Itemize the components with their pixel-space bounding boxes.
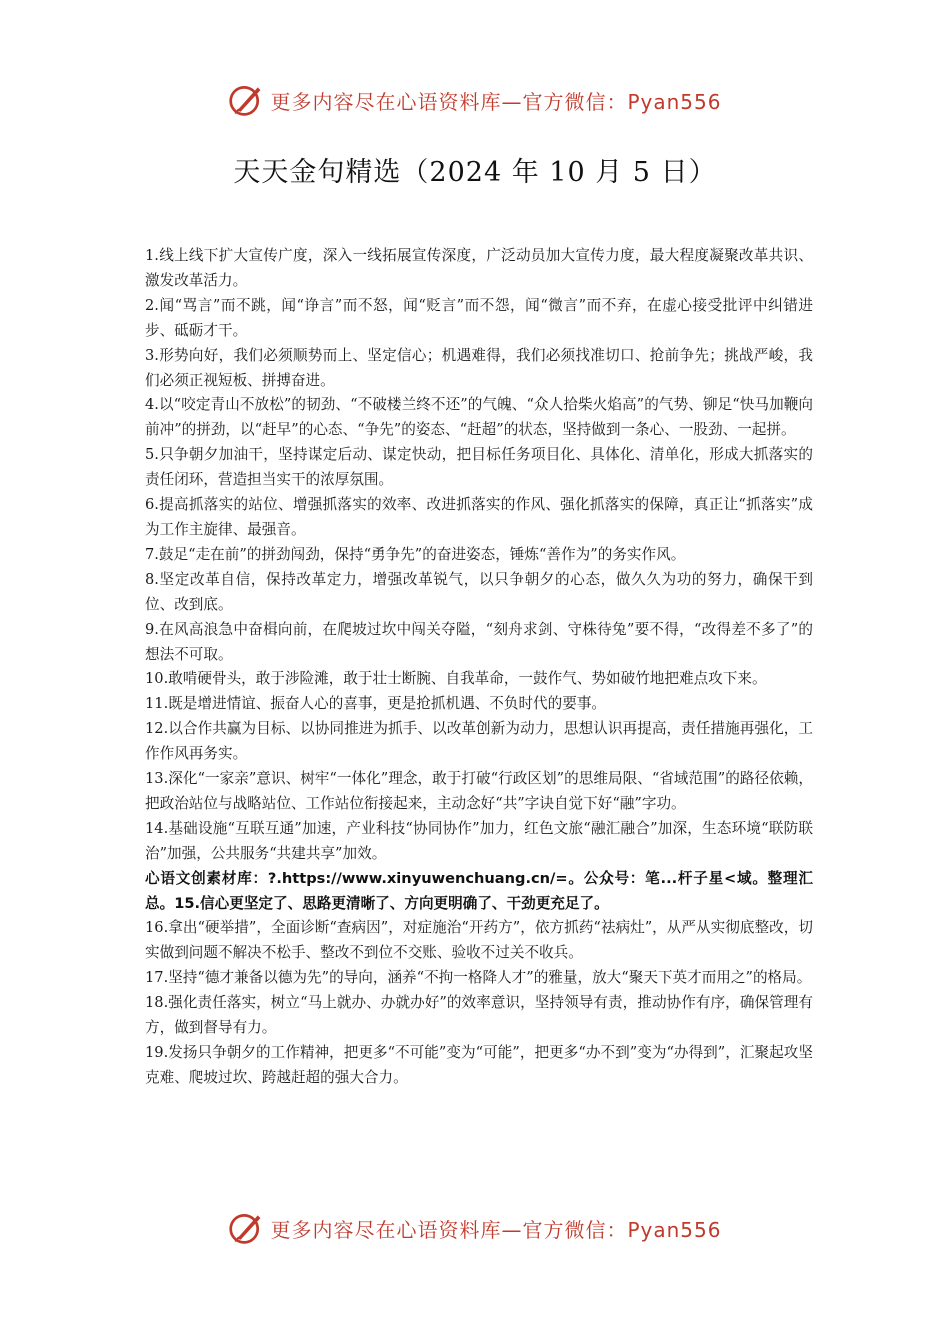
quote-item: 12.以合作共赢为目标、以协同推进为抓手、以改革创新为动力，思想认识再提高，责任措施再强化，工作作风再务实。 [145, 720, 813, 763]
footer-banner [0, 1208, 950, 1248]
quote-item: 11.既是增进情谊、振奋人心的喜事，更是抢抓机遇、不负时代的要事。 [145, 695, 607, 713]
quote-item: 3.形势向好，我们必须顺势而上、坚定信心；机遇难得，我们必须找准切口、抢前争先；挑战严峻，我们必须正视短板、拼搏奋进。 [145, 346, 813, 389]
quote-item: 10.敢啃硬骨头，敢于涉险滩，敢于壮士断腕、自我革命，一鼓作气、势如破竹地把难点攻下来。 [145, 670, 767, 688]
quill-logo-icon [228, 82, 264, 118]
quote-item: 1.线上线下扩大宣传广度，深入一线拓展宣传深度，广泛动员加大宣传力度，最大程度凝聚改革共识、激发改革活力。 [145, 247, 813, 289]
quote-item: 19.发扬只争朝夕的工作精神，把更多“不可能”变为“可能”，把更多“办不到”变为“办得到”，汇聚起攻坚克难、爬坡过坎、跨越赶超的强大合力。 [145, 1044, 813, 1086]
quote-item: 5.只争朝夕加油干，坚持谋定后动、谋定快动，把目标任务项目化、具体化、清单化，形成大抓落实的责任闭环，营造担当实干的浓厚氛围。 [145, 446, 813, 489]
quote-item: 8.坚定改革自信，保持改革定力，增强改革锐气，以只争朝夕的心态，做久久为功的努力，确保干到位、改到底。 [145, 570, 813, 613]
header-banner [0, 80, 950, 120]
banner-text: 更多内容尽在心语资料库—官方微信：Pyan556 [270, 1217, 722, 1242]
quill-logo-icon [228, 1210, 264, 1246]
quote-item: 16.拿出“硬举措”，全面诊断“查病因”，对症施治“开药方”，依方抓药“祛病灶”，从严从实彻底整改，切实做到问题不解决不松手、整改不到位不交账、验收不过关不收兵。 [145, 919, 813, 962]
quote-item: 7.鼓足“走在前”的拼劲闯劲，保持“勇争先”的奋进姿态，锤炼“善作为”的务实作风。 [145, 545, 686, 563]
page-title: 天天金句精选（2024 年 10 月 5 日） [233, 157, 717, 188]
quote-item: 18.强化责任落实，树立“马上就办、办就办好”的效率意识，坚持领导有责，推动协作有序，确保管理有方，做到督导有力。 [145, 994, 813, 1037]
quote-item: 4.以“咬定青山不放松”的韧劲、“不破楼兰终不还”的气魄、“众人拾柴火焰高”的气势、铆足“快马加鞭向前冲”的拼劲，以“赶早”的心态、“争先”的姿态、“赶超”的状态，坚持做到一条心、一股劲、一起拼。 [145, 396, 813, 439]
quote-item: 6.提高抓落实的站位、增强抓落实的效率、改进抓落实的作风、强化抓落实的保障，真正让“抓落实”成为工作主旋律、最强音。 [145, 496, 813, 538]
banner-text: 更多内容尽在心语资料库—官方微信：Pyan556 [270, 89, 722, 114]
quote-list [145, 244, 813, 1091]
quote-item: 9.在风高浪急中奋楫向前，在爬坡过坎中闯关夺隘，“刻舟求剑、守株待兔”要不得，“改得差不多了”的想法不可取。 [145, 620, 813, 663]
promo-paragraph: 心语文创素材库：?.https://www.xinyuwenchuang.cn/=。公众号：笔...杆子星<域。整理汇总。15.信心更坚定了、思路更清晰了、方向更明确了、干劲更充足了。 [145, 869, 813, 912]
quote-item: 13.深化“一家亲”意识、树牢“一体化”理念，敢于打破“行政区划”的思维局限、“省域范围”的路径依赖，把政治站位与战略站位、工作站位衔接起来，主动念好“共”字诀自觉下好“融”字功。 [145, 770, 813, 812]
quote-item: 14.基础设施“互联互通”加速，产业科技“协同协作”加力，红色文旅“融汇融合”加深，生态环境“联防联治”加强，公共服务“共建共享”加效。 [145, 819, 813, 862]
quote-item: 2.闻“骂言”而不跳，闻“诤言”而不怒，闻“贬言”而不怨，闻“微言”而不弃，在虚心接受批评中纠错进步、砥砺才干。 [145, 296, 813, 339]
quote-item: 17.坚持“德才兼备以德为先”的导向，涵养“不拘一格降人才”的雅量，放大“聚天下英才而用之”的格局。 [145, 969, 812, 987]
